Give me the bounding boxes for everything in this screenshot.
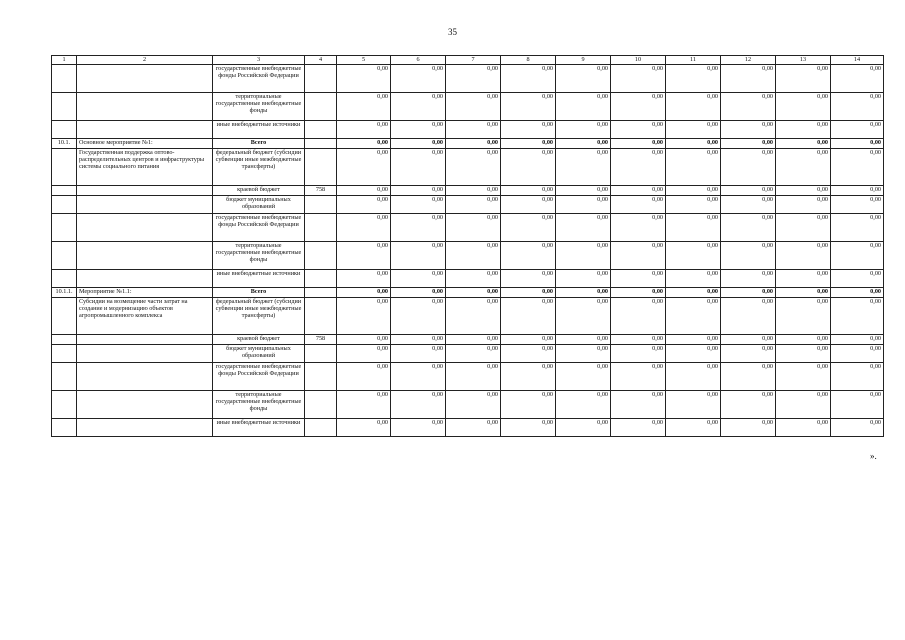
amount-cell: 0,00 bbox=[611, 419, 666, 437]
amount-cell: 0,00 bbox=[666, 345, 721, 363]
amount-cell: 0,00 bbox=[501, 121, 556, 139]
column-header: 2 bbox=[77, 56, 213, 65]
amount-cell: 0,00 bbox=[831, 298, 884, 335]
activity-label bbox=[77, 93, 213, 121]
amount-cell: 0,00 bbox=[666, 298, 721, 335]
amount-cell: 0,00 bbox=[611, 288, 666, 298]
amount-cell: 0,00 bbox=[391, 93, 446, 121]
amount-cell: 0,00 bbox=[666, 270, 721, 288]
amount-cell: 0,00 bbox=[776, 419, 831, 437]
amount-cell: 0,00 bbox=[831, 288, 884, 298]
row-code bbox=[52, 149, 77, 186]
budget-code: 758 bbox=[305, 186, 337, 196]
activity-label: Субсидии на возмещение части затрат на создание и модернизацию объектов агропромышленного комплекса bbox=[77, 298, 213, 335]
amount-cell: 0,00 bbox=[831, 121, 884, 139]
funding-source: федеральный бюджет (субсидии субвенции иные межбюджетные трансферты) bbox=[213, 149, 305, 186]
amount-cell: 0,00 bbox=[337, 214, 391, 242]
activity-label bbox=[77, 186, 213, 196]
amount-cell: 0,00 bbox=[556, 139, 611, 149]
amount-cell: 0,00 bbox=[446, 93, 501, 121]
amount-cell: 0,00 bbox=[556, 335, 611, 345]
amount-cell: 0,00 bbox=[776, 270, 831, 288]
amount-cell: 0,00 bbox=[337, 93, 391, 121]
amount-cell: 0,00 bbox=[666, 288, 721, 298]
column-header: 12 bbox=[721, 56, 776, 65]
amount-cell: 0,00 bbox=[446, 196, 501, 214]
amount-cell: 0,00 bbox=[446, 391, 501, 419]
amount-cell: 0,00 bbox=[611, 298, 666, 335]
amount-cell: 0,00 bbox=[831, 65, 884, 93]
funding-source: краевой бюджет bbox=[213, 186, 305, 196]
amount-cell: 0,00 bbox=[391, 214, 446, 242]
activity-label: Мероприятие №1.1: bbox=[77, 288, 213, 298]
activity-label bbox=[77, 196, 213, 214]
amount-cell: 0,00 bbox=[666, 93, 721, 121]
funding-source: государственные внебюджетные фонды Российской Федерации bbox=[213, 65, 305, 93]
table-row bbox=[52, 335, 884, 345]
column-header: 5 bbox=[337, 56, 391, 65]
column-header-row bbox=[52, 56, 884, 65]
table-row bbox=[52, 363, 884, 391]
amount-cell: 0,00 bbox=[446, 139, 501, 149]
row-code bbox=[52, 93, 77, 121]
amount-cell: 0,00 bbox=[446, 270, 501, 288]
amount-cell: 0,00 bbox=[831, 391, 884, 419]
funding-source: государственные внебюджетные фонды Российской Федерации bbox=[213, 214, 305, 242]
amount-cell: 0,00 bbox=[501, 288, 556, 298]
amount-cell: 0,00 bbox=[391, 391, 446, 419]
amount-cell: 0,00 bbox=[337, 121, 391, 139]
amount-cell: 0,00 bbox=[391, 196, 446, 214]
table-row-total bbox=[52, 288, 884, 298]
amount-cell: 0,00 bbox=[501, 363, 556, 391]
row-code bbox=[52, 335, 77, 345]
amount-cell: 0,00 bbox=[721, 391, 776, 419]
amount-cell: 0,00 bbox=[337, 298, 391, 335]
amount-cell: 0,00 bbox=[446, 65, 501, 93]
amount-cell: 0,00 bbox=[776, 391, 831, 419]
amount-cell: 0,00 bbox=[446, 214, 501, 242]
table-row bbox=[52, 65, 884, 93]
amount-cell: 0,00 bbox=[611, 270, 666, 288]
activity-label bbox=[77, 419, 213, 437]
amount-cell: 0,00 bbox=[556, 288, 611, 298]
amount-cell: 0,00 bbox=[666, 65, 721, 93]
row-code bbox=[52, 65, 77, 93]
amount-cell: 0,00 bbox=[391, 121, 446, 139]
amount-cell: 0,00 bbox=[446, 149, 501, 186]
amount-cell: 0,00 bbox=[501, 270, 556, 288]
amount-cell: 0,00 bbox=[501, 419, 556, 437]
amount-cell: 0,00 bbox=[721, 242, 776, 270]
amount-cell: 0,00 bbox=[556, 149, 611, 186]
funding-source: территориальные государственные внебюджетные фонды bbox=[213, 391, 305, 419]
amount-cell: 0,00 bbox=[611, 242, 666, 270]
budget-code bbox=[305, 419, 337, 437]
amount-cell: 0,00 bbox=[666, 335, 721, 345]
amount-cell: 0,00 bbox=[611, 93, 666, 121]
amount-cell: 0,00 bbox=[611, 391, 666, 419]
table-row bbox=[52, 391, 884, 419]
amount-cell: 0,00 bbox=[446, 242, 501, 270]
amount-cell: 0,00 bbox=[721, 288, 776, 298]
row-code bbox=[52, 214, 77, 242]
amount-cell: 0,00 bbox=[611, 196, 666, 214]
row-code: 10.1.1. bbox=[52, 288, 77, 298]
column-header: 11 bbox=[666, 56, 721, 65]
funding-source: Всего bbox=[213, 288, 305, 298]
funding-source: территориальные государственные внебюджетные фонды bbox=[213, 242, 305, 270]
amount-cell: 0,00 bbox=[556, 391, 611, 419]
row-code bbox=[52, 270, 77, 288]
amount-cell: 0,00 bbox=[611, 121, 666, 139]
amount-cell: 0,00 bbox=[337, 242, 391, 270]
row-code bbox=[52, 391, 77, 419]
amount-cell: 0,00 bbox=[337, 186, 391, 196]
column-header: 1 bbox=[52, 56, 77, 65]
amount-cell: 0,00 bbox=[611, 335, 666, 345]
amount-cell: 0,00 bbox=[556, 186, 611, 196]
amount-cell: 0,00 bbox=[337, 288, 391, 298]
amount-cell: 0,00 bbox=[446, 335, 501, 345]
amount-cell: 0,00 bbox=[776, 65, 831, 93]
funding-source: бюджет муниципальных образований bbox=[213, 345, 305, 363]
activity-label bbox=[77, 335, 213, 345]
amount-cell: 0,00 bbox=[337, 345, 391, 363]
activity-label: Государственная поддержка оптово-распределительных центров и инфраструктуры системы социального питания bbox=[77, 149, 213, 186]
table-row bbox=[52, 186, 884, 196]
amount-cell: 0,00 bbox=[556, 345, 611, 363]
amount-cell: 0,00 bbox=[446, 186, 501, 196]
budget-code bbox=[305, 345, 337, 363]
amount-cell: 0,00 bbox=[721, 345, 776, 363]
amount-cell: 0,00 bbox=[721, 149, 776, 186]
amount-cell: 0,00 bbox=[776, 214, 831, 242]
amount-cell: 0,00 bbox=[501, 93, 556, 121]
amount-cell: 0,00 bbox=[611, 214, 666, 242]
amount-cell: 0,00 bbox=[391, 363, 446, 391]
table-row bbox=[52, 345, 884, 363]
amount-cell: 0,00 bbox=[776, 335, 831, 345]
activity-label bbox=[77, 363, 213, 391]
amount-cell: 0,00 bbox=[337, 139, 391, 149]
amount-cell: 0,00 bbox=[337, 363, 391, 391]
table-row bbox=[52, 242, 884, 270]
amount-cell: 0,00 bbox=[721, 196, 776, 214]
table-row bbox=[52, 121, 884, 139]
column-header: 10 bbox=[611, 56, 666, 65]
activity-label: Основное мероприятие №1: bbox=[77, 139, 213, 149]
amount-cell: 0,00 bbox=[611, 139, 666, 149]
amount-cell: 0,00 bbox=[721, 214, 776, 242]
budget-code bbox=[305, 242, 337, 270]
amount-cell: 0,00 bbox=[776, 149, 831, 186]
amount-cell: 0,00 bbox=[446, 288, 501, 298]
amount-cell: 0,00 bbox=[721, 93, 776, 121]
row-code bbox=[52, 196, 77, 214]
table-row bbox=[52, 214, 884, 242]
amount-cell: 0,00 bbox=[666, 419, 721, 437]
amount-cell: 0,00 bbox=[556, 270, 611, 288]
amount-cell: 0,00 bbox=[501, 335, 556, 345]
budget-code bbox=[305, 196, 337, 214]
table-row bbox=[52, 149, 884, 186]
column-header: 6 bbox=[391, 56, 446, 65]
amount-cell: 0,00 bbox=[556, 121, 611, 139]
amount-cell: 0,00 bbox=[721, 186, 776, 196]
amount-cell: 0,00 bbox=[446, 345, 501, 363]
amount-cell: 0,00 bbox=[721, 139, 776, 149]
column-header: 8 bbox=[501, 56, 556, 65]
amount-cell: 0,00 bbox=[611, 186, 666, 196]
funding-source: бюджет муниципальных образований bbox=[213, 196, 305, 214]
amount-cell: 0,00 bbox=[721, 65, 776, 93]
budget-code bbox=[305, 214, 337, 242]
budget-code bbox=[305, 298, 337, 335]
table-row bbox=[52, 270, 884, 288]
amount-cell: 0,00 bbox=[337, 270, 391, 288]
amount-cell: 0,00 bbox=[501, 242, 556, 270]
amount-cell: 0,00 bbox=[501, 139, 556, 149]
column-header: 13 bbox=[776, 56, 831, 65]
column-header: 4 bbox=[305, 56, 337, 65]
amount-cell: 0,00 bbox=[556, 242, 611, 270]
budget-code bbox=[305, 363, 337, 391]
activity-label bbox=[77, 214, 213, 242]
amount-cell: 0,00 bbox=[831, 419, 884, 437]
amount-cell: 0,00 bbox=[666, 149, 721, 186]
amount-cell: 0,00 bbox=[666, 391, 721, 419]
column-header: 9 bbox=[556, 56, 611, 65]
amount-cell: 0,00 bbox=[831, 242, 884, 270]
amount-cell: 0,00 bbox=[501, 345, 556, 363]
amount-cell: 0,00 bbox=[337, 149, 391, 186]
amount-cell: 0,00 bbox=[831, 214, 884, 242]
amount-cell: 0,00 bbox=[337, 196, 391, 214]
amount-cell: 0,00 bbox=[391, 65, 446, 93]
column-header: 14 bbox=[831, 56, 884, 65]
amount-cell: 0,00 bbox=[776, 288, 831, 298]
amount-cell: 0,00 bbox=[556, 65, 611, 93]
amount-cell: 0,00 bbox=[446, 363, 501, 391]
amount-cell: 0,00 bbox=[391, 298, 446, 335]
amount-cell: 0,00 bbox=[501, 298, 556, 335]
amount-cell: 0,00 bbox=[721, 363, 776, 391]
amount-cell: 0,00 bbox=[556, 298, 611, 335]
amount-cell: 0,00 bbox=[337, 419, 391, 437]
amount-cell: 0,00 bbox=[776, 121, 831, 139]
amount-cell: 0,00 bbox=[721, 419, 776, 437]
activity-label bbox=[77, 391, 213, 419]
amount-cell: 0,00 bbox=[501, 391, 556, 419]
activity-label bbox=[77, 121, 213, 139]
funding-source: иные внебюджетные источники bbox=[213, 270, 305, 288]
amount-cell: 0,00 bbox=[831, 270, 884, 288]
amount-cell: 0,00 bbox=[776, 139, 831, 149]
amount-cell: 0,00 bbox=[666, 121, 721, 139]
funding-source: краевой бюджет bbox=[213, 335, 305, 345]
amount-cell: 0,00 bbox=[831, 335, 884, 345]
activity-label bbox=[77, 270, 213, 288]
amount-cell: 0,00 bbox=[776, 363, 831, 391]
amount-cell: 0,00 bbox=[611, 363, 666, 391]
funding-source: государственные внебюджетные фонды Российской Федерации bbox=[213, 363, 305, 391]
amount-cell: 0,00 bbox=[556, 419, 611, 437]
budget-code bbox=[305, 149, 337, 186]
amount-cell: 0,00 bbox=[501, 186, 556, 196]
row-code bbox=[52, 345, 77, 363]
amount-cell: 0,00 bbox=[391, 288, 446, 298]
amount-cell: 0,00 bbox=[831, 196, 884, 214]
amount-cell: 0,00 bbox=[721, 270, 776, 288]
amount-cell: 0,00 bbox=[831, 345, 884, 363]
amount-cell: 0,00 bbox=[776, 93, 831, 121]
amount-cell: 0,00 bbox=[831, 363, 884, 391]
amount-cell: 0,00 bbox=[501, 214, 556, 242]
amount-cell: 0,00 bbox=[831, 139, 884, 149]
amount-cell: 0,00 bbox=[776, 242, 831, 270]
amount-cell: 0,00 bbox=[831, 93, 884, 121]
amount-cell: 0,00 bbox=[446, 419, 501, 437]
amount-cell: 0,00 bbox=[776, 345, 831, 363]
table-row bbox=[52, 419, 884, 437]
row-code: 10.1. bbox=[52, 139, 77, 149]
budget-table bbox=[51, 55, 884, 437]
amount-cell: 0,00 bbox=[391, 335, 446, 345]
amount-cell: 0,00 bbox=[391, 242, 446, 270]
activity-label bbox=[77, 65, 213, 93]
budget-code: 758 bbox=[305, 335, 337, 345]
amount-cell: 0,00 bbox=[611, 345, 666, 363]
amount-cell: 0,00 bbox=[556, 363, 611, 391]
amount-cell: 0,00 bbox=[831, 186, 884, 196]
amount-cell: 0,00 bbox=[501, 196, 556, 214]
amount-cell: 0,00 bbox=[446, 298, 501, 335]
amount-cell: 0,00 bbox=[666, 214, 721, 242]
activity-label bbox=[77, 242, 213, 270]
amount-cell: 0,00 bbox=[556, 196, 611, 214]
table-row-total bbox=[52, 139, 884, 149]
activity-label bbox=[77, 345, 213, 363]
amount-cell: 0,00 bbox=[391, 149, 446, 186]
amount-cell: 0,00 bbox=[776, 196, 831, 214]
funding-source: Всего bbox=[213, 139, 305, 149]
amount-cell: 0,00 bbox=[556, 93, 611, 121]
amount-cell: 0,00 bbox=[556, 214, 611, 242]
table-row bbox=[52, 298, 884, 335]
funding-source: иные внебюджетные источники bbox=[213, 121, 305, 139]
amount-cell: 0,00 bbox=[721, 335, 776, 345]
row-code bbox=[52, 363, 77, 391]
amount-cell: 0,00 bbox=[501, 65, 556, 93]
amount-cell: 0,00 bbox=[666, 363, 721, 391]
funding-source: территориальные государственные внебюджетные фонды bbox=[213, 93, 305, 121]
amount-cell: 0,00 bbox=[666, 196, 721, 214]
row-code bbox=[52, 121, 77, 139]
table-row bbox=[52, 196, 884, 214]
column-header: 3 bbox=[213, 56, 305, 65]
page-number: 35 bbox=[448, 27, 457, 37]
budget-code bbox=[305, 121, 337, 139]
row-code bbox=[52, 242, 77, 270]
amount-cell: 0,00 bbox=[721, 298, 776, 335]
amount-cell: 0,00 bbox=[391, 270, 446, 288]
budget-code bbox=[305, 65, 337, 93]
amount-cell: 0,00 bbox=[391, 419, 446, 437]
budget-code bbox=[305, 93, 337, 121]
amount-cell: 0,00 bbox=[391, 345, 446, 363]
amount-cell: 0,00 bbox=[721, 121, 776, 139]
amount-cell: 0,00 bbox=[831, 149, 884, 186]
budget-code bbox=[305, 288, 337, 298]
amount-cell: 0,00 bbox=[666, 139, 721, 149]
column-header: 7 bbox=[446, 56, 501, 65]
amount-cell: 0,00 bbox=[666, 186, 721, 196]
amount-cell: 0,00 bbox=[501, 149, 556, 186]
amount-cell: 0,00 bbox=[337, 335, 391, 345]
row-code bbox=[52, 186, 77, 196]
amount-cell: 0,00 bbox=[446, 121, 501, 139]
budget-code bbox=[305, 270, 337, 288]
amount-cell: 0,00 bbox=[611, 65, 666, 93]
amount-cell: 0,00 bbox=[337, 65, 391, 93]
amount-cell: 0,00 bbox=[337, 391, 391, 419]
amount-cell: 0,00 bbox=[776, 298, 831, 335]
amount-cell: 0,00 bbox=[666, 242, 721, 270]
amount-cell: 0,00 bbox=[611, 149, 666, 186]
budget-code bbox=[305, 391, 337, 419]
row-code bbox=[52, 419, 77, 437]
row-code bbox=[52, 298, 77, 335]
amount-cell: 0,00 bbox=[776, 186, 831, 196]
budget-code bbox=[305, 139, 337, 149]
table-row bbox=[52, 93, 884, 121]
amount-cell: 0,00 bbox=[391, 186, 446, 196]
funding-source: федеральный бюджет (субсидии субвенции иные межбюджетные трансферты) bbox=[213, 298, 305, 335]
end-quote-mark: ». bbox=[870, 451, 877, 461]
funding-source: иные внебюджетные источники bbox=[213, 419, 305, 437]
amount-cell: 0,00 bbox=[391, 139, 446, 149]
